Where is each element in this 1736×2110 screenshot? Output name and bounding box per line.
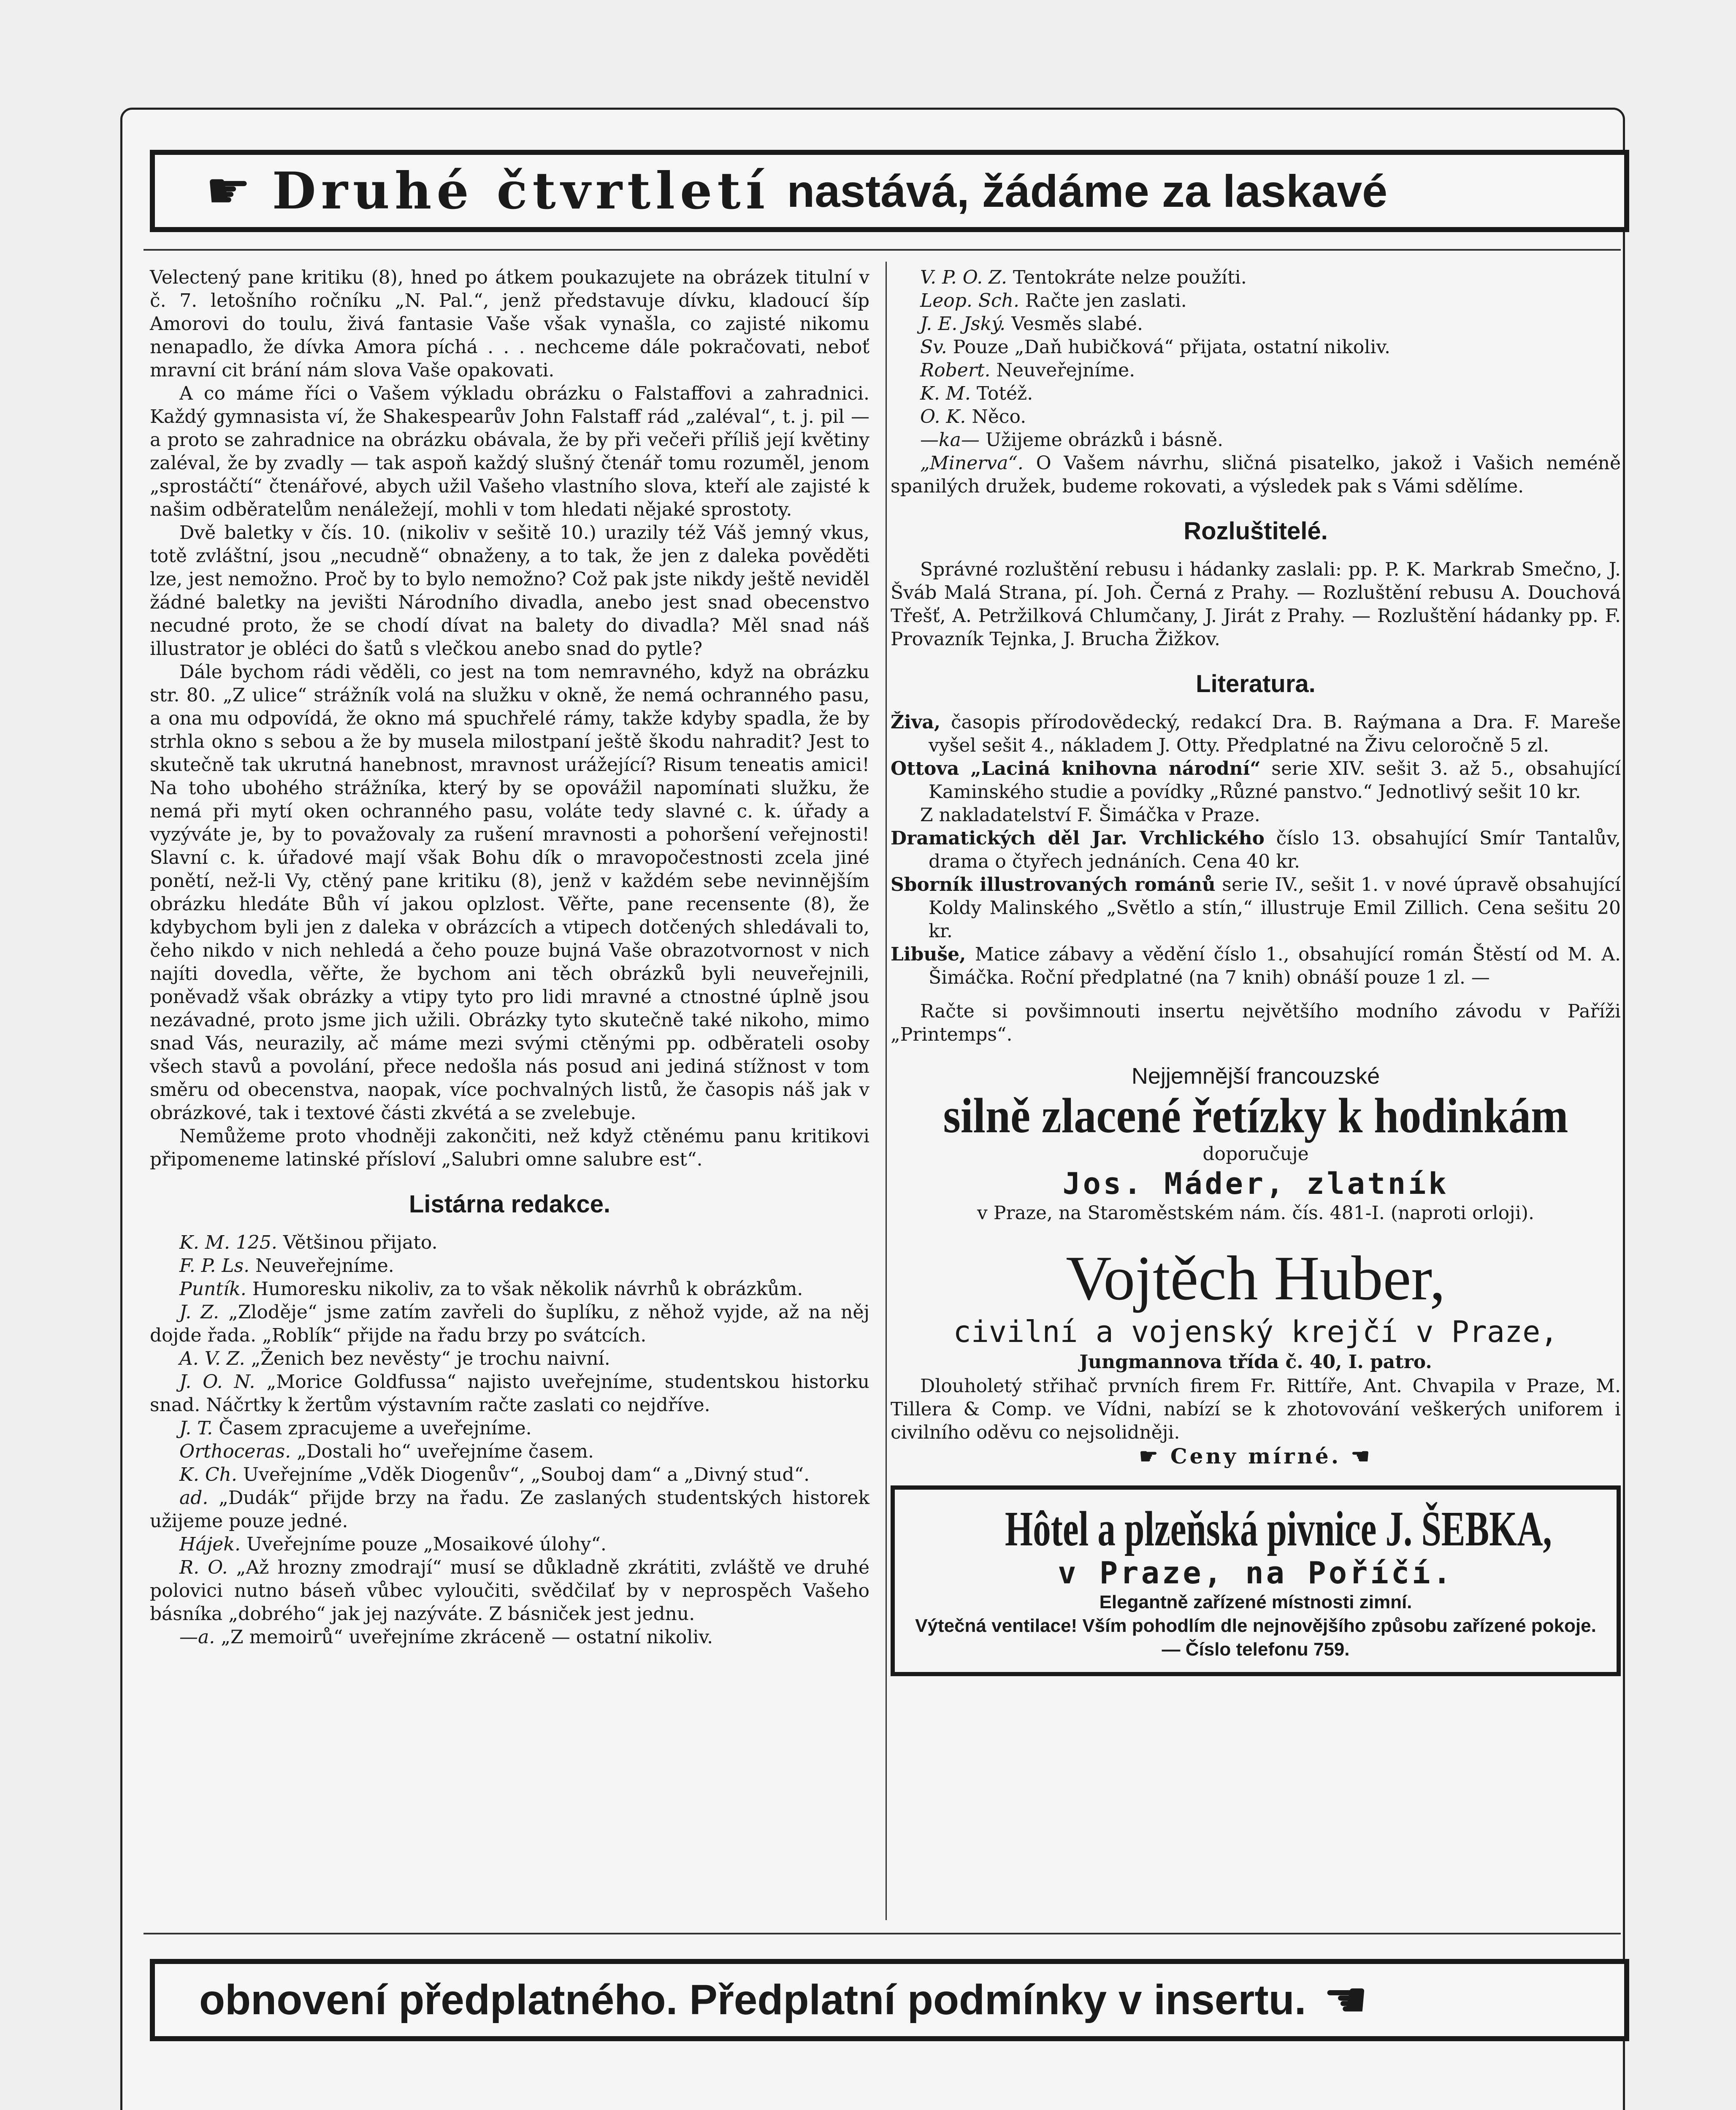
- literatura-heading: Literatura.: [1196, 670, 1316, 698]
- listarna-continued: [891, 266, 1621, 498]
- list-item: K. Ch. Uveřejníme „Vděk Diogenův“, „Souboj dam“ a „Divný stud“.: [179, 1464, 810, 1485]
- top-banner: [150, 150, 1629, 232]
- list-item: R. O. „Až hrozny zmodrají“ musí se důkladně zkrátiti, zvláště ve druhé polovici nutno báseň vůbec vyloučiti, svědčilať by v neprospěch Vašeho básníka „dobrého“ jak jej nazýváte. Z básniček jest jednu.: [150, 1557, 869, 1625]
- list-item: J. Z. „Zloděje“ jsme zatím zavřeli do šuplíku, z něhož vyjde, až na něj dojde řada. „Roblík“ přijde na řadu brzy po svátcích.: [150, 1301, 870, 1346]
- ad-headline: Vojtěch Huber,: [1066, 1243, 1446, 1313]
- article-paragraph: Velectený pane kritiku (8), hned po átkem poukazujete na obrázek titulní v č. 7. letošního ročníku „N. Pal.“, jenž představuje dívku, kladoucí šíp Amorovi do toulu, živá fantasie Vaše však vynašla, co zajisté nikomu nenapadlo, že dívka Amora píchá . . . nechceme dále pokračovati, neboť mravní cit brání nám slova Vaše opakovati.: [150, 267, 869, 381]
- ad-trade: civilní a vojenský krejčí v Praze,: [953, 1315, 1558, 1349]
- column-divider: [886, 262, 887, 1920]
- list-item: A. V. Z. „Ženich bez nevěsty“ je trochu naivní.: [179, 1348, 610, 1369]
- list-item: J. E. Jský. Vesměs slabé.: [920, 313, 1143, 335]
- list-item: Hájek. Uveřejníme pouze „Mosaikové úlohy“.: [179, 1534, 607, 1555]
- banner-text: obnovení předplatného. Předplatní podmínky v insertu.: [199, 1976, 1306, 2023]
- list-item: J. T. Časem zpracujeme a uveřejníme.: [179, 1417, 532, 1439]
- list-item: Živa, časopis přírodovědecký, redakcí Dra. B. Raýmana a Dra. F. Mareše vyšel sešit 4., nákladem J. Otty. Předplatné na Živu celoročně 5 zl.: [891, 711, 1621, 756]
- ad-headline: silně zlacené řetízky k hodinkám: [943, 1088, 1568, 1143]
- article-paragraph: Dvě baletky v čís. 10. (nikoliv v sešitě 10.) urazily též Váš jemný vkus, totě zvláštní, jsou „necudně“ obnaženy, a to tak, že jen z daleka pověděti lze, jest nemožno. Proč by to bylo nemožno? Což pak jste nikdy ještě neviděl žádné baletky na jevišti Národního divadla, anebo jest snad obecenstvo necudné proto, že se chodí dívat na balety do divadla? Měl snad náš illustrator je obléci do šatů s vlečkou anebo snad do pytle?: [150, 522, 869, 660]
- list-item: —ka— Užijeme obrázků i básně.: [920, 429, 1224, 451]
- list-item: Robert. Neuveřejníme.: [920, 360, 1135, 381]
- list-item: Sv. Pouze „Daň hubičková“ přijata, ostatní nikoliv.: [920, 336, 1390, 358]
- banner-text: nastává, žádáme za laskavé: [787, 165, 1388, 216]
- ad-headline: Hôtel a plzeňská pivnice J. ŠEBKA,: [1005, 1501, 1552, 1556]
- banner-heading: Druhé čtvrtletí: [272, 161, 770, 221]
- list-item: —a. „Z memoirů“ uveřejníme zkráceně — ostatní nikoliv.: [179, 1626, 713, 1648]
- listarna-heading: Listárna redakce.: [409, 1190, 611, 1218]
- list-item: Sborník illustrovaných románů serie IV., sešit 1. v nové úpravě obsahující Koldy Malinského „Světlo a stín,“ illustruje Emil Zillich. Cena sešitu 20 kr.: [891, 874, 1621, 942]
- list-item: Leop. Sch. Račte jen zaslati.: [920, 290, 1187, 311]
- list-item: Z nakladatelství F. Šimáčka v Praze.: [920, 804, 1260, 826]
- list-item: Libuše, Matice zábavy a vědění číslo 1., obsahující román Štěstí od M. A. Šimáčka. Roční předplatné (na 7 knih) obnáší pouze 1 zl. —: [891, 944, 1621, 988]
- ad-hotel: [891, 1485, 1621, 1676]
- ad-text: Dlouholetý střihač prvních firem Fr. Rittíře, Ant. Chvapila v Praze, M. Tillera & Comp. ve Vídni, nabízí se k zhotovování veškerých uniforem i civilního oděvu co nejsolidněji.: [891, 1375, 1621, 1443]
- pointing-hand-icon: ☛: [206, 161, 251, 220]
- bottom-banner: [150, 1959, 1629, 2041]
- divider: [144, 249, 1621, 251]
- ad-address: v Praze, na Staroměstském nám. čís. 481-I. (naproti orloji).: [977, 1202, 1534, 1224]
- ad-line: doporučuje: [1202, 1143, 1309, 1165]
- list-item: Orthoceras. „Dostali ho“ uveřejníme časem.: [179, 1441, 594, 1462]
- list-item: ad. „Dudák“ přijde brzy na řadu. Ze zaslaných studentských historek užijeme pouze jedné.: [150, 1487, 869, 1532]
- list-item: J. O. N. „Morice Goldfussa“ najisto uveřejníme, studentskou historku snad. Náčrtky k žertům výstavním račte zaslati co nejdříve.: [150, 1371, 869, 1416]
- left-column: [150, 266, 869, 1649]
- list-item: Ottova „Laciná knihovna národní“ serie XIV. sešit 3. až 5., obsahující Kaminského studie a povídky „Různé panstvo.“ Jednotlivý sešit 10 kr.: [891, 758, 1621, 803]
- list-item: Puntík. Humoresku nikoliv, za to však několik návrhů k obrázkům.: [179, 1278, 803, 1300]
- article: [150, 266, 869, 1171]
- ad-mader: [891, 1063, 1621, 1225]
- ad-line: Výtečná ventilace! Vším pohodlím dle nejnovějšího způsobu zařízené pokoje. — Číslo telefonu 759.: [915, 1615, 1596, 1660]
- right-column: [891, 266, 1621, 1676]
- listarna-list: [150, 1231, 869, 1649]
- list-item: F. P. Ls. Neuveřejníme.: [179, 1255, 394, 1277]
- ad-line: Elegantně zařízené místnosti zimní.: [1099, 1592, 1412, 1612]
- ad-prices: ☛ Ceny mírné. ☚: [1139, 1444, 1373, 1469]
- list-item: O. K. Něco.: [920, 406, 1026, 427]
- list-item: K. M. 125. Většinou přijato.: [179, 1232, 438, 1253]
- article-paragraph: Nemůžeme proto vhodněji zakončiti, než když ctěnému panu kritikovi připomeneme latinské přísloví „Salubri omne salubre est“.: [150, 1125, 869, 1170]
- ad-location: v Praze, na Poříčí.: [1058, 1555, 1454, 1591]
- article-paragraph: A co máme říci o Vašem výkladu obrázku o Falstaffovi a zahradnici. Každý gymnasista ví, že Shakespearův John Falstaff rád „zaléval“, t. j. pil — a proto se zahradnice na obrázku obávala, že by při večeři příliš její květiny zaléval, že by zvadly — tak aspoň každý slušný čtenář tomu rozuměl, jenom „sprostáčtí“ čtenářové, abych užil Vašeho vlastního slova, kteří ale zajisté k našim odběratelům nenáležejí, mohli v tom hledati nějaké sprostoty.: [150, 383, 869, 520]
- pointing-hand-icon: ☚: [1323, 1970, 1369, 2029]
- article-paragraph: Dále bychom rádi věděli, co jest na tom nemravného, když na obrázku str. 80. „Z ulice“ strážník volá na služku v okně, že nemá ochranného pasu, a ona mu odpovídá, že okno má spuchřelé rámy, takže kdyby spadla, že by strhla okno s sebou a že by musela milostpaní ještě škodu nahradit? Jest to skutečně tak ukrutná hanebnost, mravnost urážející? Risum teneatis amici! Na toho ubohého strážníka, který by se opovážil napomínati služku, že nemá při mytí oken ochranného pasu, voláte tedy slavné c. k. úřady a vyzýváte je, by to považovaly za rušení mravnosti a pohoršení veřejnosti! Slavní c. k. úřadové mají však Bohu dík o mravopočestnosti zcela jiné ponětí, než-li Vy, ctěný pane kritiku (8), jenž v každém sebe nevinnějším obrázku hledáte Bůh ví jakou oplzlost. Věřte, pane recensente (8), že kdybychom byli jen z daleka v obrázcích a vtipech dotčených shledávali to, čeho nikdo v nich nehledá a čeho pouze bujná Vaše obrazotvornost v nich najíti dovedla, věřte, že bychom ani těch obrázků byli neuveřejnili, poněvadž však obrázky a vtipy tyto pro lidi mravné a ctnostné úplně jsou nezávadné, proto jsme jich užili. Obrázky tyto skutečně také nikoho, mimo snad Vás, neurazily, ač máme mezi svými ctěnými pp. odběrateli osoby všech stavů a povolání, přece nedošla nás posud ani jediná stížnost v tom směru od obecenstva, naopak, více pochvalných listů, že časopis náš jak v obrázkové, tak i textové části zkvétá a se zvelebuje.: [150, 661, 869, 1124]
- ad-address: Jungmannova třída č. 40, I. patro.: [1079, 1351, 1432, 1373]
- rozlustitele-text: Správné rozluštění rebusu i hádanky zaslali: pp. P. K. Markrab Smečno, J. Šváb Malá Strana, pí. Joh. Černá z Prahy. — Rozluštění rebusu A. Douchová Třešť, A. Petržilková Chlumčany, J. Jirát z Prahy. — Rozluštění hádanky pp. F. Provazník Tejnka, J. Brucha Žižkov.: [891, 559, 1621, 650]
- ad-advertiser: Jos. Máder, zlatník: [1062, 1166, 1449, 1201]
- list-item: K. M. Totéž.: [920, 383, 1033, 404]
- rozlustitele-heading: Rozluštitelé.: [1184, 517, 1328, 545]
- list-item: V. P. O. Z. Tentokráte nelze použíti.: [920, 267, 1247, 288]
- ad-line: Nejjemnější francouzské: [1131, 1063, 1380, 1089]
- printemps-note: Račte si povšimnouti insertu největšího modního závodu v Paříži „Printemps“.: [891, 1001, 1621, 1045]
- divider: [144, 1933, 1621, 1934]
- ad-huber: [891, 1242, 1621, 1469]
- list-item: Dramatických děl Jar. Vrchlického číslo 13. obsahující Smír Tantalův, drama o čtyřech jednáních. Cena 40 kr.: [891, 828, 1621, 872]
- list-item: „Minerva“. O Vašem návrhu, sličná pisatelko, jakož i Vašich neméně spanilých družek, budeme rokovati, a výsledek pak s Vámi sdělíme.: [891, 452, 1621, 497]
- literatura-list: [891, 711, 1621, 989]
